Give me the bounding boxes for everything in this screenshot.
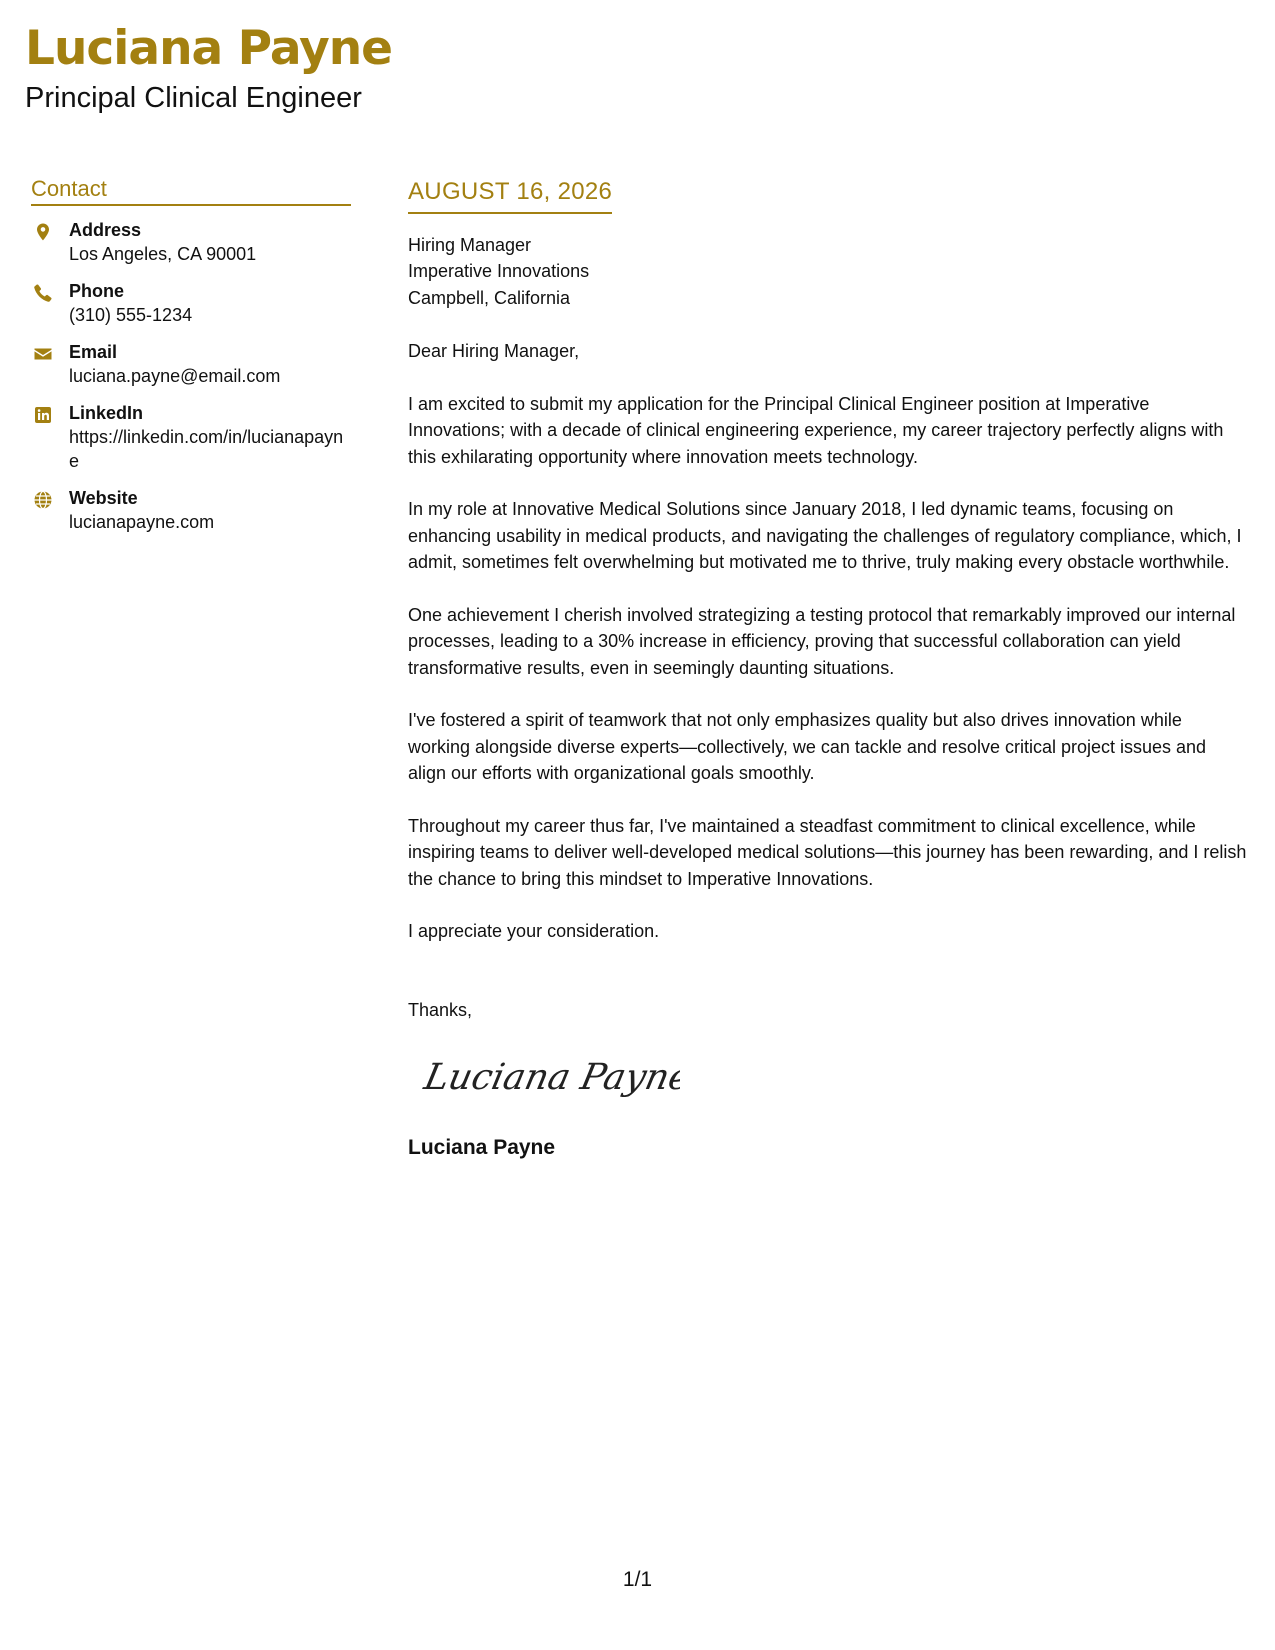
signed-name: Luciana Payne xyxy=(408,1135,556,1159)
contact-linkedin xyxy=(31,401,351,473)
phone-value: (310) 555-1234 xyxy=(69,305,193,326)
applicant-title: Principal Clinical Engineer xyxy=(25,82,362,114)
recipient-line: Campbell, California xyxy=(408,287,571,308)
recipient-block xyxy=(408,232,1248,312)
email-value[interactable]: luciana.payne@email.com xyxy=(69,366,281,387)
letter-body xyxy=(408,178,1248,1161)
address-value: Los Angeles, CA 90001 xyxy=(69,244,257,265)
email-label: Email xyxy=(69,342,118,363)
handwritten-signature xyxy=(420,1045,680,1105)
body-paragraph: In my role at Innovative Medical Solutions since January 2018, I led dynamic teams, focusing on enhancing usability in medical products, and navigating the challenges of regulatory compliance, which, I admit, sometimes felt overwhelming but motivated me to thrive, truly making every obstacle worthwhile. xyxy=(408,499,1242,573)
contact-heading: Contact xyxy=(31,176,351,206)
body-paragraph: One achievement I cherish involved strategizing a testing protocol that remarkably improved our internal processes, leading to a 30% increase in efficiency, proving that successful collaboration can yield transformative results, even in seemingly daunting situations. xyxy=(408,604,1236,678)
contact-sidebar xyxy=(31,176,351,547)
body-paragraph: I am excited to submit my application for the Principal Clinical Engineer position at Imperative Innovations; with a decade of clinical engineering experience, my career trajectory perfectly aligns with this exhilarating opportunity where innovation meets technology. xyxy=(408,393,1224,467)
phone-label: Phone xyxy=(69,281,125,302)
signature-text: Luciana Payne xyxy=(420,1055,680,1099)
contact-phone xyxy=(31,279,351,327)
envelope-icon xyxy=(31,340,69,364)
website-label: Website xyxy=(69,488,138,509)
recipient-line: Imperative Innovations xyxy=(408,261,590,282)
body-paragraph: Throughout my career thus far, I've maintained a steadfast commitment to clinical excellence, while inspiring teams to deliver well-developed medical solutions—this journey has been rewarding, and I relish the chance to bring this mindset to Imperative Innovations. xyxy=(408,815,1247,889)
letter-date: AUGUST 16, 2026 xyxy=(408,178,612,214)
website-value[interactable]: lucianapayne.com xyxy=(69,512,215,533)
globe-icon xyxy=(31,486,69,510)
linkedin-value[interactable]: https://linkedin.com/in/lucianapayne xyxy=(69,427,344,472)
linkedin-label: LinkedIn xyxy=(69,403,144,424)
recipient-line: Hiring Manager xyxy=(408,234,532,255)
linkedin-icon xyxy=(31,401,69,425)
page-number: 1/1 xyxy=(622,1568,653,1591)
applicant-name: Luciana Payne xyxy=(25,21,393,76)
phone-icon xyxy=(31,279,69,303)
address-label: Address xyxy=(69,220,142,241)
salutation: Dear Hiring Manager, xyxy=(408,341,580,362)
body-paragraph: I appreciate your consideration. xyxy=(408,921,660,942)
contact-website xyxy=(31,486,351,534)
closing: Thanks, xyxy=(408,999,473,1020)
map-pin-icon xyxy=(31,218,69,242)
body-paragraph: I've fostered a spirit of teamwork that not only emphasizes quality but also drives innovation while working alongside diverse experts—collectively, we can tackle and resolve critical project issues and align our efforts with organizational goals smoothly. xyxy=(408,710,1207,784)
contact-email xyxy=(31,340,351,388)
contact-address xyxy=(31,218,351,266)
